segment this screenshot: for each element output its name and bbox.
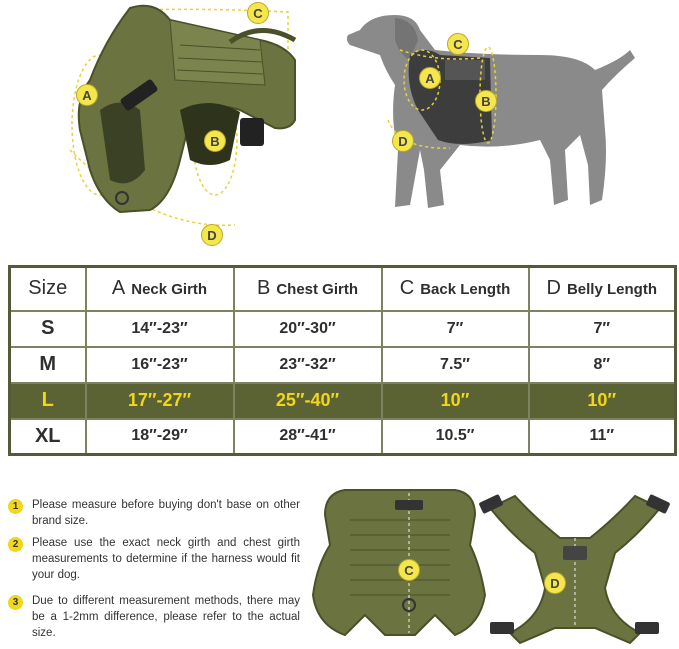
label-a-top-left: A [76, 84, 98, 106]
note-number-badge: 2 [8, 537, 23, 552]
size-cell: L [10, 383, 86, 419]
table-row [10, 419, 676, 455]
label-a-dog: A [419, 67, 441, 89]
back-cell: 7″ [382, 311, 529, 347]
note-text: Please use the exact neck girth and chest girth measurements to determine if the harness would fit your dog. [32, 537, 300, 581]
belly-cell: 7″ [529, 311, 676, 347]
neck-cell: 17″-27″ [86, 383, 234, 419]
label-c-dog: C [447, 33, 469, 55]
back-cell: 7.5″ [382, 347, 529, 383]
chest-cell: 23″-32″ [234, 347, 382, 383]
label-b-top-left: B [204, 130, 226, 152]
size-cell: S [10, 311, 86, 347]
note-text: Due to different measurement methods, there may be a 1-2mm difference, please refer to the actual size. [32, 595, 300, 639]
back-cell: 10.5″ [382, 419, 529, 455]
note-1 [8, 497, 300, 529]
note-number-badge: 1 [8, 499, 23, 514]
size-chart-table [8, 265, 677, 456]
back-cell: 10″ [382, 383, 529, 419]
harness-belly-view [475, 488, 675, 648]
neck-cell: 16″-23″ [86, 347, 234, 383]
table-header-row [10, 267, 676, 311]
header-size: Size [10, 267, 86, 311]
header-neck-girth: A Neck Girth [86, 267, 234, 311]
note-text: Please measure before buying don't base on other brand size. [32, 499, 300, 527]
label-d-belly-view: D [544, 572, 566, 594]
note-number-badge: 3 [8, 595, 23, 610]
note-3 [8, 593, 300, 641]
table-row-highlighted [10, 383, 676, 419]
chest-cell: 20″-30″ [234, 311, 382, 347]
size-cell: M [10, 347, 86, 383]
note-2 [8, 535, 300, 583]
size-cell: XL [10, 419, 86, 455]
chest-cell: 25″-40″ [234, 383, 382, 419]
table-row [10, 311, 676, 347]
label-d-top-left: D [201, 224, 223, 246]
label-c-back-view: C [398, 559, 420, 581]
table-row [10, 347, 676, 383]
belly-cell: 8″ [529, 347, 676, 383]
label-c-top-left: C [247, 2, 269, 24]
neck-cell: 14″-23″ [86, 311, 234, 347]
header-back-length: C Back Length [382, 267, 529, 311]
header-belly-length: D Belly Length [529, 267, 676, 311]
label-d-dog: D [392, 130, 414, 152]
harness-side-illustration [60, 0, 330, 250]
belly-cell: 10″ [529, 383, 676, 419]
header-chest-girth: B Chest Girth [234, 267, 382, 311]
chest-cell: 28″-41″ [234, 419, 382, 455]
neck-cell: 18″-29″ [86, 419, 234, 455]
belly-cell: 11″ [529, 419, 676, 455]
label-b-dog: B [475, 90, 497, 112]
